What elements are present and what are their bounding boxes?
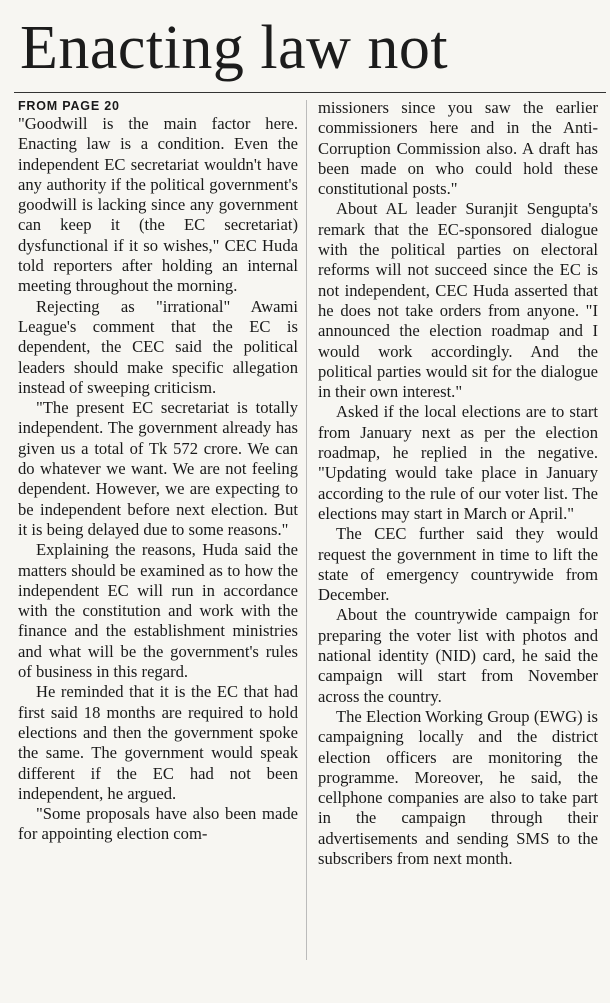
column-divider xyxy=(306,100,307,960)
paragraph: About AL leader Suranjit Sengupta's remark that the EC-sponsored dialogue with the political parties on electoral reforms will not succeed since the EC is not independent, CEC Huda asserted that he does not take orders from anyone. "I announced the election roadmap and I would work accordingly. And the political parties would sit for the dialogue in their own interest." xyxy=(318,199,598,402)
paragraph: About the countrywide campaign for preparing the voter list with photos and national identity (NID) card, he said the campaign will start from November across the country. xyxy=(318,605,598,706)
right-column xyxy=(318,98,598,869)
headline: Enacting law not xyxy=(20,14,449,82)
paragraph: Rejecting as "irrational" Awami League's comment that the EC is dependent, the CEC said the political leaders should make specific allegation instead of sweeping criticism. xyxy=(18,296,298,397)
paragraph: missioners since you saw the earlier commissioners here and in the Anti-Corruption Commission also. A draft has been made on who could hold these constitutional posts." xyxy=(318,98,598,199)
paragraph: Explaining the reasons, Huda said the matters should be examined as to how the independent EC will run in accordance with the constitution and work with the finance and the establishment ministries and what will be the government's rules of business in this regard. xyxy=(18,540,298,682)
paragraph: The CEC further said they would request the government in time to lift the state of emergency countrywide from December. xyxy=(318,524,598,605)
left-column xyxy=(18,98,298,845)
paragraph: Asked if the local elections are to start from January next as per the election roadmap, he replied in the negative. "Updating would take place in January according to the rule of our voter list. The elections may start in March or April." xyxy=(318,402,598,523)
paragraph: "The present EC secretariat is totally independent. The government already has given us a total of Tk 572 crore. We can do whatever we want. We are not feeling dependent. However, we are expecting to be independent before next election. But it is being delayed due to some reasons." xyxy=(18,398,298,539)
kicker: FROM PAGE 20 xyxy=(18,99,120,113)
paragraph: "Some proposals have also been made for appointing election com- xyxy=(18,804,298,844)
paragraph: He reminded that it is the EC that had first said 18 months are required to hold elections and then the government spoke the same. The government would speak different if the EC had not been independent, he argued. xyxy=(18,682,298,803)
paragraph: The Election Working Group (EWG) is campaigning locally and the district election officers are monitoring the programme. Moreover, he said, the cellphone companies are also to take part in the campaign through their advertisements and sending SMS to the subscribers from next month. xyxy=(318,706,598,868)
paragraph: "Goodwill is the main factor here. Enacting law is a condition. Even the independent EC secretariat wouldn't have any authority if the political government's goodwill is lacking since any government can keep it (the EC secretariat) dysfunctional if it so wishes," CEC Huda told reporters after holding an internal meeting throughout the morning. xyxy=(18,114,298,296)
headline-rule xyxy=(14,92,606,93)
